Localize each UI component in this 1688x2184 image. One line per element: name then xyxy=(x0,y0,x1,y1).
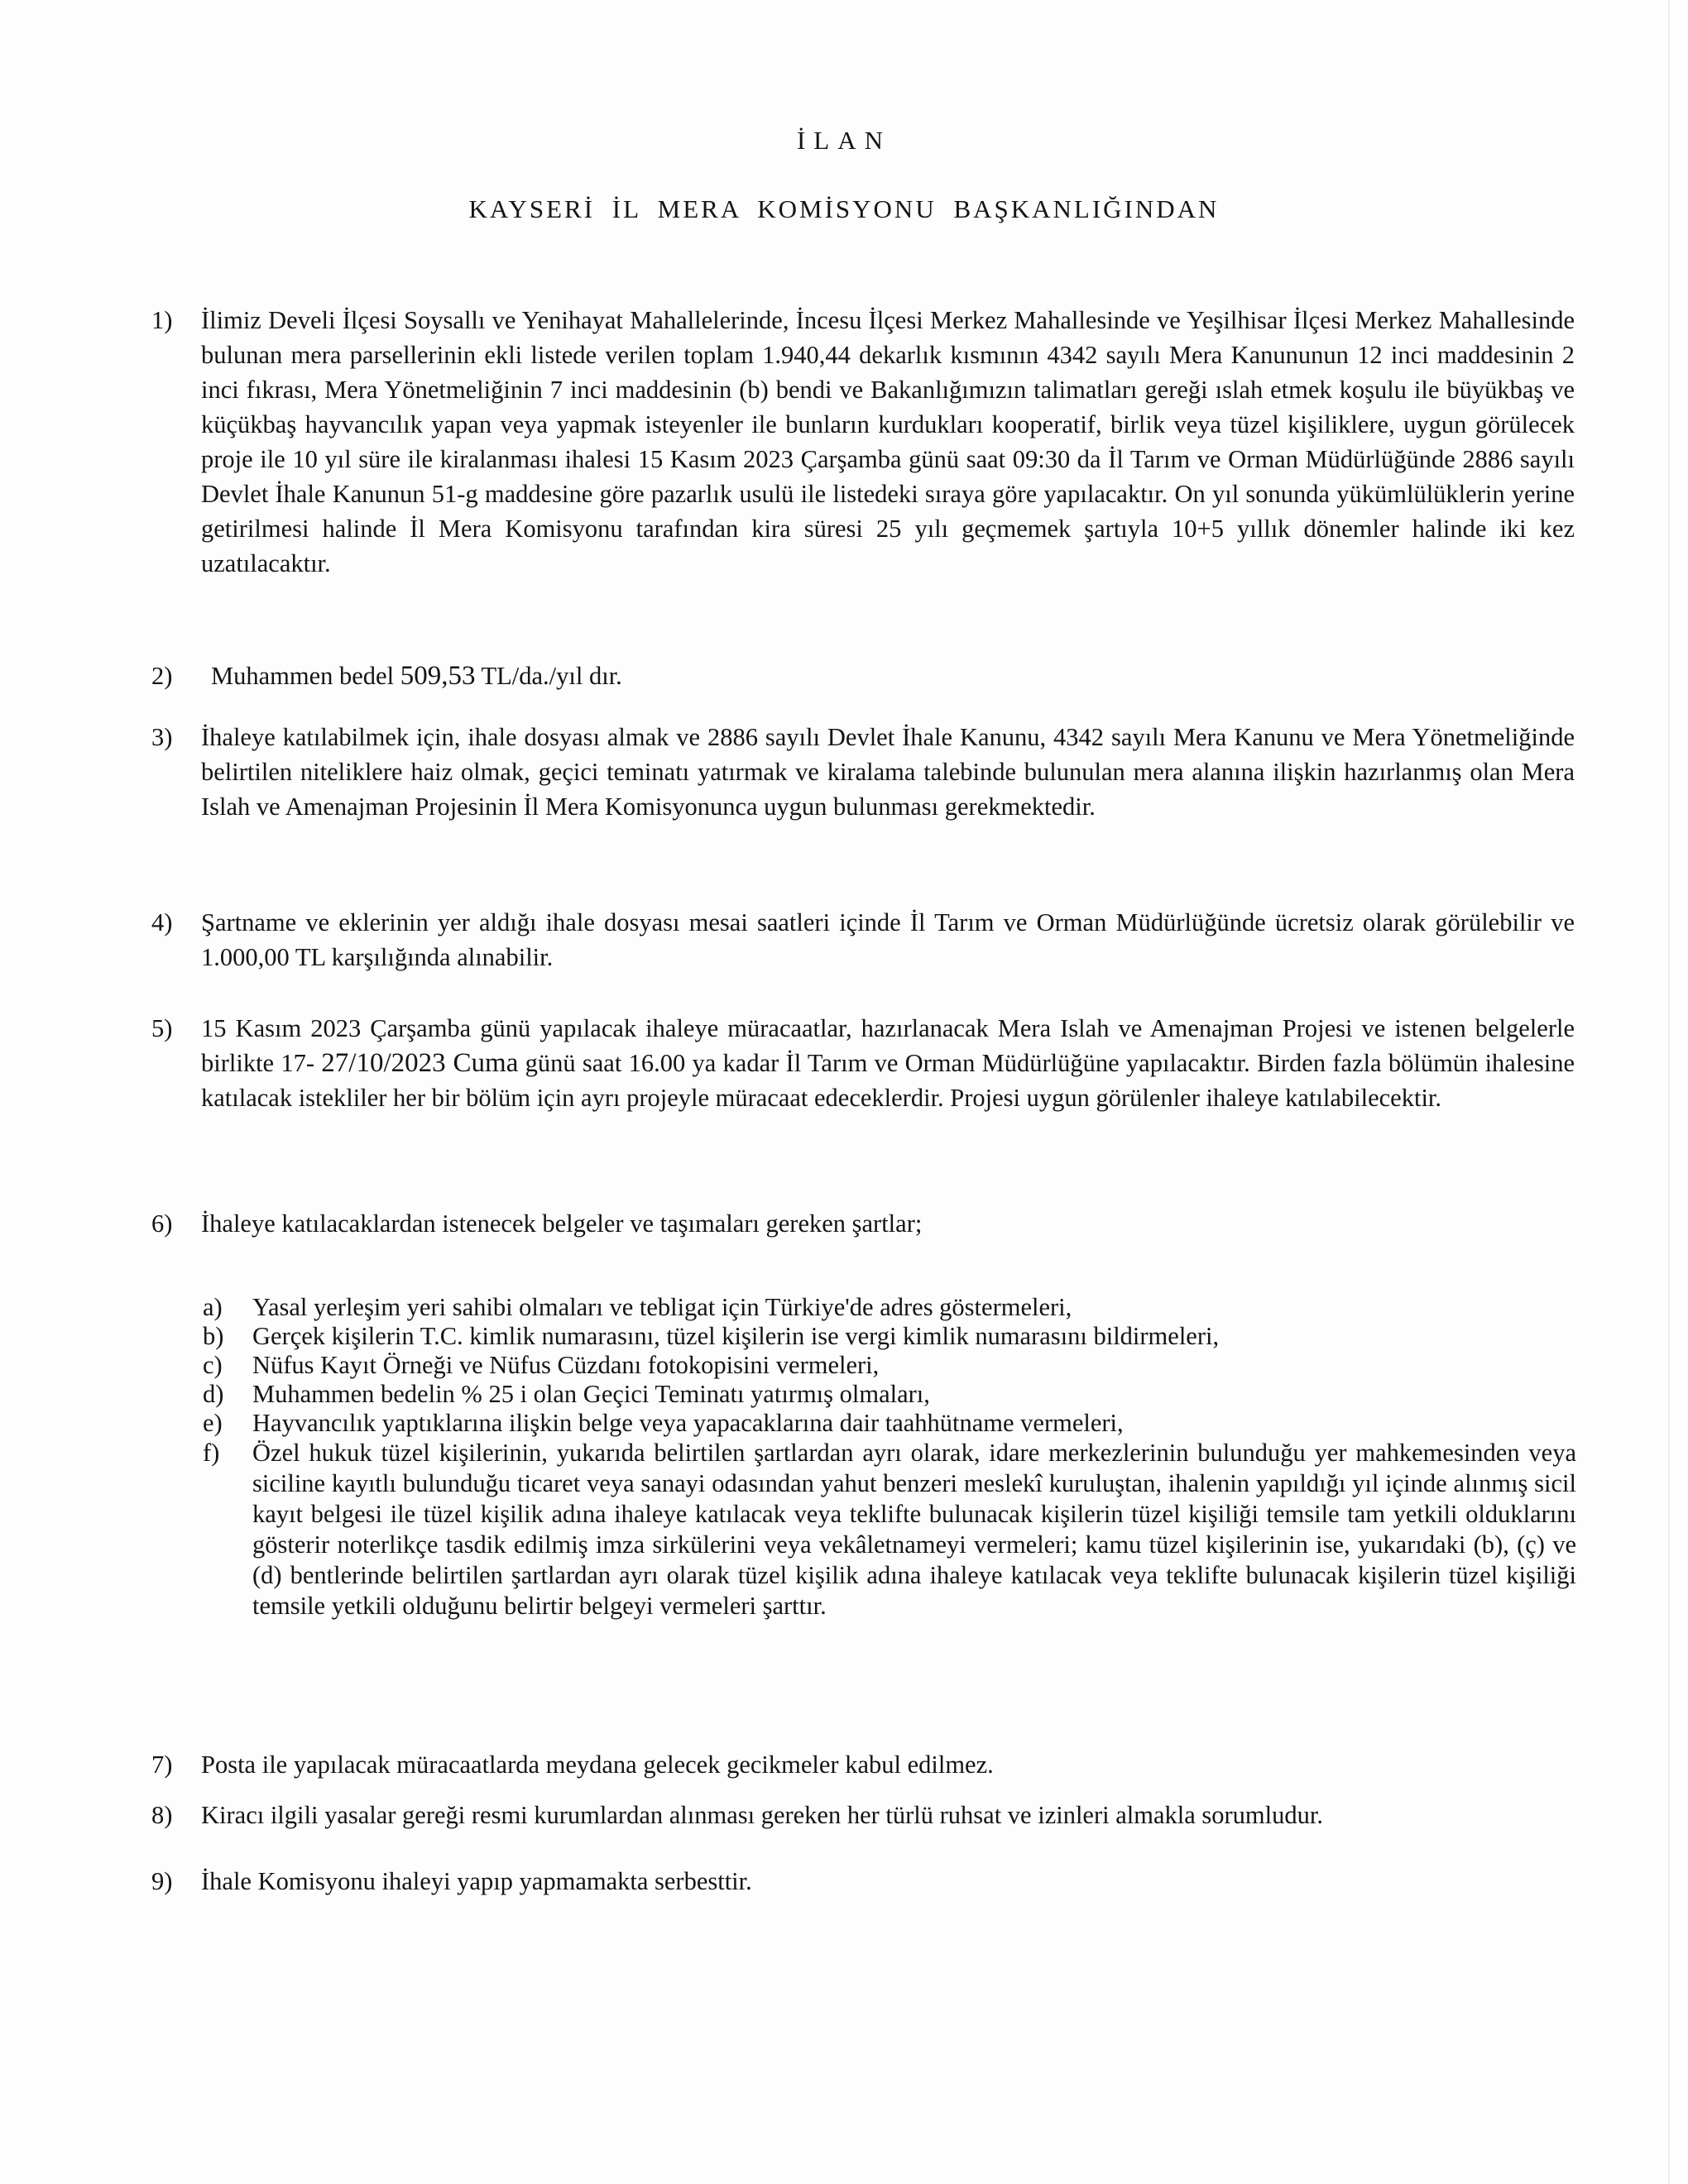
item-number: 4) xyxy=(151,908,173,936)
sub-item-letter: e) xyxy=(203,1409,223,1437)
sub-item-letter: b) xyxy=(203,1322,224,1350)
item-text xyxy=(211,659,1585,693)
sub-item-text: Hayvancılık yaptıklarına ilişkin belge veya yapacaklarına dair taahhütname vermeleri, xyxy=(252,1409,1124,1437)
sub-item-letter: c) xyxy=(203,1351,223,1379)
sub-item-text: Özel hukuk tüzel kişilerinin, yukarıda belirtilen şartlardan ayrı olarak, idare merkezlerinin bulunduğu yer mahkemesinden veya siciline kayıtlı bulunduğu ticaret veya sanayi odasından yahut benzeri meslekî kuruluştan, ihalenin yapıldığı yıl içinde alınmış sicil kayıt belgesi ile tüzel kişilik adına ihaleye katılacak veya teklifte bulunacak kişilerin tüzel kişiliği temsile tam yetkili olduklarını gösterir noterlikçe tasdik edilmiş imza sirkülerini veya vekâletnameyi vermeleri; kamu tüzel kişilerinin ise, yukarıdaki (b), (ç) ve (d) bentlerinde belirtilen şartlardan ayrı olarak tüzel kişilik adına ihaleye katılacak veya teklifte bulunacak kişilerin tüzel kişiliği temsile yetkili olduğunu belirtir belgeyi vermeleri şarttır. xyxy=(252,1439,1576,1620)
item-text: Şartname ve eklerinin yer aldığı ihale dosyası mesai saatleri içinde İl Tarım ve Orman Müdürlüğünde ücretsiz olarak görülebilir ve 1.000,00 TL karşılığında alınabilir. xyxy=(201,908,1575,971)
item-text: İhaleye katılacaklardan istenecek belgeler ve taşımaları gereken şartlar; xyxy=(201,1209,923,1238)
item-text: Kiracı ilgili yasalar gereği resmi kurumlardan alınması gereken her türlü ruhsat ve izinleri almakla sorumludur. xyxy=(201,1801,1323,1829)
item-number: 2) xyxy=(151,662,173,690)
item-number: 9) xyxy=(151,1867,173,1895)
item-number: 1) xyxy=(151,306,173,334)
item-number: 8) xyxy=(151,1801,173,1829)
item-text: Posta ile yapılacak müracaatlarda meydana gelecek gecikmeler kabul edilmez. xyxy=(201,1751,994,1779)
item-text-after: günü saat 16.00 ya kadar İl Tarım ve Orman Müdürlüğüne yapılacaktır. Birden fazla bölümün ihalesine katılacak istekliler her bir bölüm için ayrı projeyle müracaat edeceklerdir. Projesi uygun görülenler ihaleye katılabilecektir. xyxy=(201,1049,1575,1112)
item-number: 5) xyxy=(151,1014,173,1042)
sub-item-letter: f) xyxy=(203,1439,220,1467)
sub-item-text: Yasal yerleşim yeri sahibi olmaları ve tebligat için Türkiye'de adres göstermeleri, xyxy=(252,1293,1072,1321)
amount-value: 509,53 xyxy=(400,661,476,691)
scan-edge xyxy=(1668,0,1670,2184)
item-number: 6) xyxy=(151,1209,173,1238)
sub-item-text: Gerçek kişilerin T.C. kimlik numarasını, tüzel kişilerin ise vergi kimlik numarasını bildirmeleri, xyxy=(252,1322,1220,1350)
document-title: İLAN xyxy=(796,126,892,155)
item-text-before: 15 Kasım 2023 Çarşamba günü yapılacak ihaleye müracaatlar, hazırlanacak Mera Islah ve Amenajman Projesi ve istenen belgelerle birlikte 17- xyxy=(201,1014,1575,1077)
document-subtitle: KAYSERİ İL MERA KOMİSYONU BAŞKANLIĞINDAN xyxy=(468,194,1220,223)
item-number: 7) xyxy=(151,1751,173,1779)
item-text: İhale Komisyonu ihaleyi yapıp yapmamakta serbesttir. xyxy=(201,1867,752,1895)
item-number: 3) xyxy=(151,723,173,751)
sub-item-letter: a) xyxy=(203,1293,223,1321)
item-text: İhaleye katılabilmek için, ihale dosyası almak ve 2886 sayılı Devlet İhale Kanunu, 4342 sayılı Mera Kanunu ve Mera Yönetmeliğinde belirtilen niteliklere haiz olmak, geçici teminatı yatırmak ve kiralama talebinde bulunulan mera alanına ilişkin hazırlanmış olan Mera Islah ve Amenajman Projesinin İl Mera Komisyonunca uygun bulunması gerekmektedir. xyxy=(201,723,1575,821)
sub-item-text: Muhammen bedelin % 25 i olan Geçici Teminatı yatırmış olmaları, xyxy=(252,1380,930,1408)
deadline-date: 27/10/2023 Cuma xyxy=(321,1048,519,1078)
sub-item-text: Nüfus Kayıt Örneği ve Nüfus Cüzdanı fotokopisini vermeleri, xyxy=(252,1351,880,1379)
sub-item-letter: d) xyxy=(203,1380,224,1408)
item-text: İlimiz Develi İlçesi Soysallı ve Yenihayat Mahallelerinde, İncesu İlçesi Merkez Mahallesinde ve Yeşilhisar İlçesi Merkez Mahallesinde bulunan mera parsellerinin ekli listede verilen toplam 1.940,44 dekarlık kısmının 4342 sayılı Mera Kanununun 12 inci maddesinin 2 inci fıkrası, Mera Yönetmeliğinin 7 inci maddesinin (b) bendi ve Bakanlığımızın talimatları gereği ıslah etmek koşulu ile büyükbaş ve küçükbaş hayvancılık yapan veya yapmak isteyenler ile bunların kurdukları kooperatif, birlik veya tüzel kişiliklere, uygun görülecek proje ile 10 yıl süre ile kiralanması ihalesi 15 Kasım 2023 Çarşamba günü saat 09:30 da İl Tarım ve Orman Müdürlüğünde 2886 sayılı Devlet İhale Kanunun 51-g maddesine göre pazarlık usulü ile listedeki sıraya göre yapılacaktır. On yıl sonunda yükümlülüklerin yerine getirilmesi halinde İl Mera Komisyonu tarafından kira süresi 25 yılı geçmemek şartıyla 10+5 yıllık dönemler halinde iki kez uzatılacaktır. xyxy=(201,306,1575,577)
item-text xyxy=(201,1011,1575,1115)
item-text-before: Muhammen bedel xyxy=(211,662,400,690)
item-text-after: TL/da./yıl dır. xyxy=(475,662,622,690)
